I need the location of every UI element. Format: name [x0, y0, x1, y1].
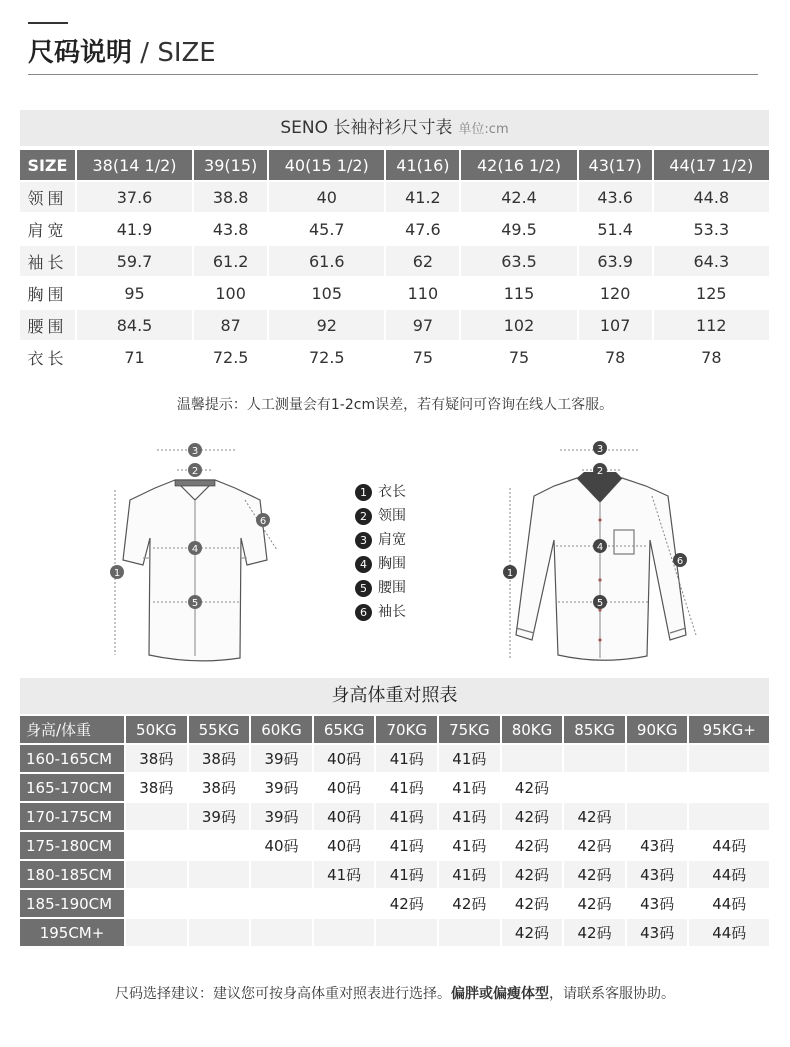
fit-header-weight: 65KG — [314, 716, 375, 743]
fit-cell — [189, 861, 250, 888]
fit-cell — [627, 803, 688, 830]
size-header-cell: 43(17) — [579, 150, 652, 180]
fit-cell: 42码 — [502, 832, 563, 859]
fit-row-height: 180-185CM — [20, 861, 124, 888]
fit-cell — [189, 890, 250, 917]
fit-cell: 44码 — [689, 919, 769, 946]
size-cell: 41.2 — [386, 182, 459, 212]
fit-cell — [189, 919, 250, 946]
fit-cell: 43码 — [627, 919, 688, 946]
size-row-label: 腰围 — [20, 310, 75, 340]
marker-5: 5 — [596, 598, 604, 609]
fit-cell: 40码 — [314, 745, 375, 772]
size-cell: 51.4 — [579, 214, 652, 244]
fit-cell: 42码 — [376, 890, 437, 917]
legend-item-chest — [355, 552, 406, 576]
size-advice — [0, 983, 790, 1003]
fit-cell: 42码 — [564, 832, 625, 859]
size-cell: 95 — [77, 278, 192, 308]
legend-label-5: 腰围 — [378, 580, 406, 596]
size-cell: 59.7 — [77, 246, 192, 276]
size-cell: 44.8 — [654, 182, 769, 212]
legend-num-2: 2 — [355, 508, 372, 525]
fit-cell: 41码 — [376, 803, 437, 830]
fit-table-row — [20, 861, 769, 888]
fit-header-weight: 95KG+ — [689, 716, 769, 743]
fit-row-height: 170-175CM — [20, 803, 124, 830]
size-cell: 100 — [194, 278, 267, 308]
fit-header-weight: 90KG — [627, 716, 688, 743]
fit-cell: 42码 — [564, 803, 625, 830]
marker-6: 6 — [259, 516, 267, 527]
legend-label-3: 肩宽 — [378, 532, 406, 548]
legend-num-3: 3 — [355, 532, 372, 549]
fit-row-height: 195CM+ — [20, 919, 124, 946]
size-cell: 45.7 — [269, 214, 384, 244]
size-cell: 75 — [461, 342, 576, 372]
fit-cell — [126, 861, 187, 888]
fit-cell: 42码 — [502, 861, 563, 888]
fit-row-height: 175-180CM — [20, 832, 124, 859]
size-cell: 49.5 — [461, 214, 576, 244]
fit-cell — [502, 745, 563, 772]
measurement-note: 温馨提示：人工测量会有1-2cm误差，若有疑问可咨询在线人工客服。 — [176, 397, 614, 413]
size-cell: 72.5 — [194, 342, 267, 372]
size-cell: 78 — [654, 342, 769, 372]
fit-cell: 43码 — [627, 832, 688, 859]
legend-label-2: 领围 — [378, 508, 406, 524]
size-advice-text: 尺码选择建议：建议您可按身高体重对照表进行选择。 — [115, 986, 451, 1002]
size-header-cell: 44(17 1/2) — [654, 150, 769, 180]
fit-row-height: 160-165CM — [20, 745, 124, 772]
size-cell: 43.8 — [194, 214, 267, 244]
fit-cell: 38码 — [189, 745, 250, 772]
fit-cell: 42码 — [564, 890, 625, 917]
legend-item-waist — [355, 576, 406, 600]
marker-6: 6 — [676, 556, 684, 567]
fit-cell: 39码 — [189, 803, 250, 830]
size-cell: 63.9 — [579, 246, 652, 276]
size-table-row — [20, 182, 769, 212]
legend-num-1: 1 — [355, 484, 372, 501]
fit-cell: 41码 — [376, 774, 437, 801]
fit-header-weight: 80KG — [502, 716, 563, 743]
fit-cell — [251, 861, 312, 888]
fit-cell: 40码 — [251, 832, 312, 859]
fit-cell — [689, 803, 769, 830]
fit-cell: 38码 — [189, 774, 250, 801]
size-cell: 61.6 — [269, 246, 384, 276]
size-cell: 47.6 — [386, 214, 459, 244]
fit-table-caption: 身高体重对照表 — [20, 678, 769, 714]
fit-cell — [126, 803, 187, 830]
fit-cell — [627, 774, 688, 801]
fit-cell — [564, 774, 625, 801]
fit-cell: 43码 — [627, 861, 688, 888]
size-header-cell: 39(15) — [194, 150, 267, 180]
fit-header-weight: 85KG — [564, 716, 625, 743]
fit-table-row — [20, 890, 769, 917]
size-header-cell: 40(15 1/2) — [269, 150, 384, 180]
fit-table-row — [20, 919, 769, 946]
size-cell: 63.5 — [461, 246, 576, 276]
fit-table-row — [20, 774, 769, 801]
title-divider — [28, 74, 758, 75]
fit-cell: 41码 — [439, 774, 500, 801]
size-cell: 72.5 — [269, 342, 384, 372]
size-table-header-row — [20, 150, 769, 180]
size-cell: 43.6 — [579, 182, 652, 212]
fit-cell: 44码 — [689, 832, 769, 859]
size-cell: 125 — [654, 278, 769, 308]
fit-cell: 41码 — [439, 803, 500, 830]
size-table-title: SENO 长袖衬衫尺寸表 — [280, 118, 453, 138]
size-cell: 107 — [579, 310, 652, 340]
size-table-caption — [20, 110, 769, 146]
size-cell: 53.3 — [654, 214, 769, 244]
size-cell: 84.5 — [77, 310, 192, 340]
fit-cell — [251, 919, 312, 946]
fit-cell: 44码 — [689, 890, 769, 917]
size-cell: 110 — [386, 278, 459, 308]
size-cell: 105 — [269, 278, 384, 308]
legend-num-4: 4 — [355, 556, 372, 573]
marker-3: 3 — [191, 446, 199, 457]
fit-cell: 40码 — [314, 803, 375, 830]
fit-cell: 41码 — [439, 745, 500, 772]
fit-cell: 41码 — [314, 861, 375, 888]
fit-cell: 41码 — [439, 832, 500, 859]
fit-header-weight: 50KG — [126, 716, 187, 743]
legend-item-shoulder — [355, 528, 406, 552]
size-table-row — [20, 278, 769, 308]
size-cell: 71 — [77, 342, 192, 372]
fit-cell — [439, 919, 500, 946]
fit-cell: 40码 — [314, 832, 375, 859]
fit-cell: 42码 — [502, 803, 563, 830]
size-cell: 61.2 — [194, 246, 267, 276]
fit-cell — [314, 890, 375, 917]
fit-table-row — [20, 745, 769, 772]
legend-label-4: 胸围 — [378, 556, 406, 572]
fit-cell — [189, 832, 250, 859]
fit-table-row — [20, 803, 769, 830]
size-cell: 75 — [386, 342, 459, 372]
fit-header-weight: 70KG — [376, 716, 437, 743]
fit-cell: 42码 — [564, 919, 625, 946]
size-cell: 42.4 — [461, 182, 576, 212]
page-title-cn: 尺码说明 — [28, 38, 133, 68]
marker-3: 3 — [596, 444, 604, 455]
size-cell: 41.9 — [77, 214, 192, 244]
size-cell: 62 — [386, 246, 459, 276]
measurement-legend — [355, 480, 406, 624]
fit-table-header-row — [20, 716, 769, 743]
fit-cell — [126, 890, 187, 917]
fit-cell: 41码 — [376, 861, 437, 888]
fit-cell — [126, 919, 187, 946]
legend-label-6: 袖长 — [378, 604, 406, 620]
size-row-label: 肩宽 — [20, 214, 75, 244]
fit-cell — [126, 832, 187, 859]
fit-cell: 39码 — [251, 803, 312, 830]
fit-cell: 39码 — [251, 774, 312, 801]
size-table-row — [20, 310, 769, 340]
fit-cell: 41码 — [376, 745, 437, 772]
fit-cell: 44码 — [689, 861, 769, 888]
size-cell: 97 — [386, 310, 459, 340]
size-cell: 40 — [269, 182, 384, 212]
size-row-label: 衣长 — [20, 342, 75, 372]
size-header-label: SIZE — [20, 150, 75, 180]
fit-cell: 42码 — [502, 890, 563, 917]
fit-cell — [376, 919, 437, 946]
legend-label-1: 衣长 — [378, 484, 406, 500]
size-header-cell: 42(16 1/2) — [461, 150, 576, 180]
title-accent-line — [28, 22, 68, 24]
fit-cell: 41码 — [376, 832, 437, 859]
fit-cell — [564, 745, 625, 772]
fit-table — [18, 714, 771, 948]
marker-5: 5 — [191, 598, 199, 609]
fit-cell: 39码 — [251, 745, 312, 772]
marker-2: 2 — [596, 466, 604, 477]
legend-item-sleeve — [355, 600, 406, 624]
size-table-unit: 单位:cm — [458, 122, 509, 137]
size-cell: 92 — [269, 310, 384, 340]
size-cell: 38.8 — [194, 182, 267, 212]
fit-cell: 41码 — [439, 861, 500, 888]
size-cell: 120 — [579, 278, 652, 308]
legend-item-length — [355, 480, 406, 504]
size-table-row — [20, 214, 769, 244]
size-table-row — [20, 246, 769, 276]
fit-header-weight: 55KG — [189, 716, 250, 743]
long-sleeve-shirt-diagram — [492, 430, 702, 670]
fit-header-weight: 75KG — [439, 716, 500, 743]
fit-table-row — [20, 832, 769, 859]
fit-row-height: 185-190CM — [20, 890, 124, 917]
size-cell: 37.6 — [77, 182, 192, 212]
fit-cell: 40码 — [314, 774, 375, 801]
size-advice-suffix: ，请联系客服协助。 — [549, 986, 675, 1002]
size-cell: 102 — [461, 310, 576, 340]
page-title — [28, 32, 216, 69]
fit-cell: 43码 — [627, 890, 688, 917]
marker-1: 1 — [506, 568, 514, 579]
page-title-separator: / — [132, 38, 158, 68]
fit-header-weight: 60KG — [251, 716, 312, 743]
fit-cell: 38码 — [126, 745, 187, 772]
page-title-en: SIZE — [157, 38, 216, 68]
fit-cell — [314, 919, 375, 946]
size-header-cell: 41(16) — [386, 150, 459, 180]
size-advice-bold: 偏胖或偏瘦体型 — [451, 986, 549, 1002]
fit-cell: 38码 — [126, 774, 187, 801]
size-row-label: 袖长 — [20, 246, 75, 276]
fit-cell: 42码 — [439, 890, 500, 917]
fit-header-label: 身高/体重 — [20, 716, 124, 743]
fit-cell — [251, 890, 312, 917]
fit-cell: 42码 — [502, 919, 563, 946]
size-row-label: 领围 — [20, 182, 75, 212]
fit-cell: 42码 — [564, 861, 625, 888]
fit-cell — [627, 745, 688, 772]
legend-num-5: 5 — [355, 580, 372, 597]
size-cell: 112 — [654, 310, 769, 340]
size-cell: 87 — [194, 310, 267, 340]
size-row-label: 胸围 — [20, 278, 75, 308]
fit-cell — [689, 745, 769, 772]
marker-4: 4 — [596, 542, 604, 553]
size-cell: 64.3 — [654, 246, 769, 276]
size-table — [18, 148, 771, 374]
fit-cell: 42码 — [502, 774, 563, 801]
marker-2: 2 — [191, 466, 199, 477]
legend-item-collar — [355, 504, 406, 528]
legend-num-6: 6 — [355, 604, 372, 621]
marker-4: 4 — [191, 544, 199, 555]
fit-cell — [689, 774, 769, 801]
fit-row-height: 165-170CM — [20, 774, 124, 801]
size-header-cell: 38(14 1/2) — [77, 150, 192, 180]
marker-1: 1 — [113, 568, 121, 579]
size-cell: 78 — [579, 342, 652, 372]
size-table-row — [20, 342, 769, 372]
short-sleeve-shirt-diagram — [95, 430, 295, 670]
size-cell: 115 — [461, 278, 576, 308]
